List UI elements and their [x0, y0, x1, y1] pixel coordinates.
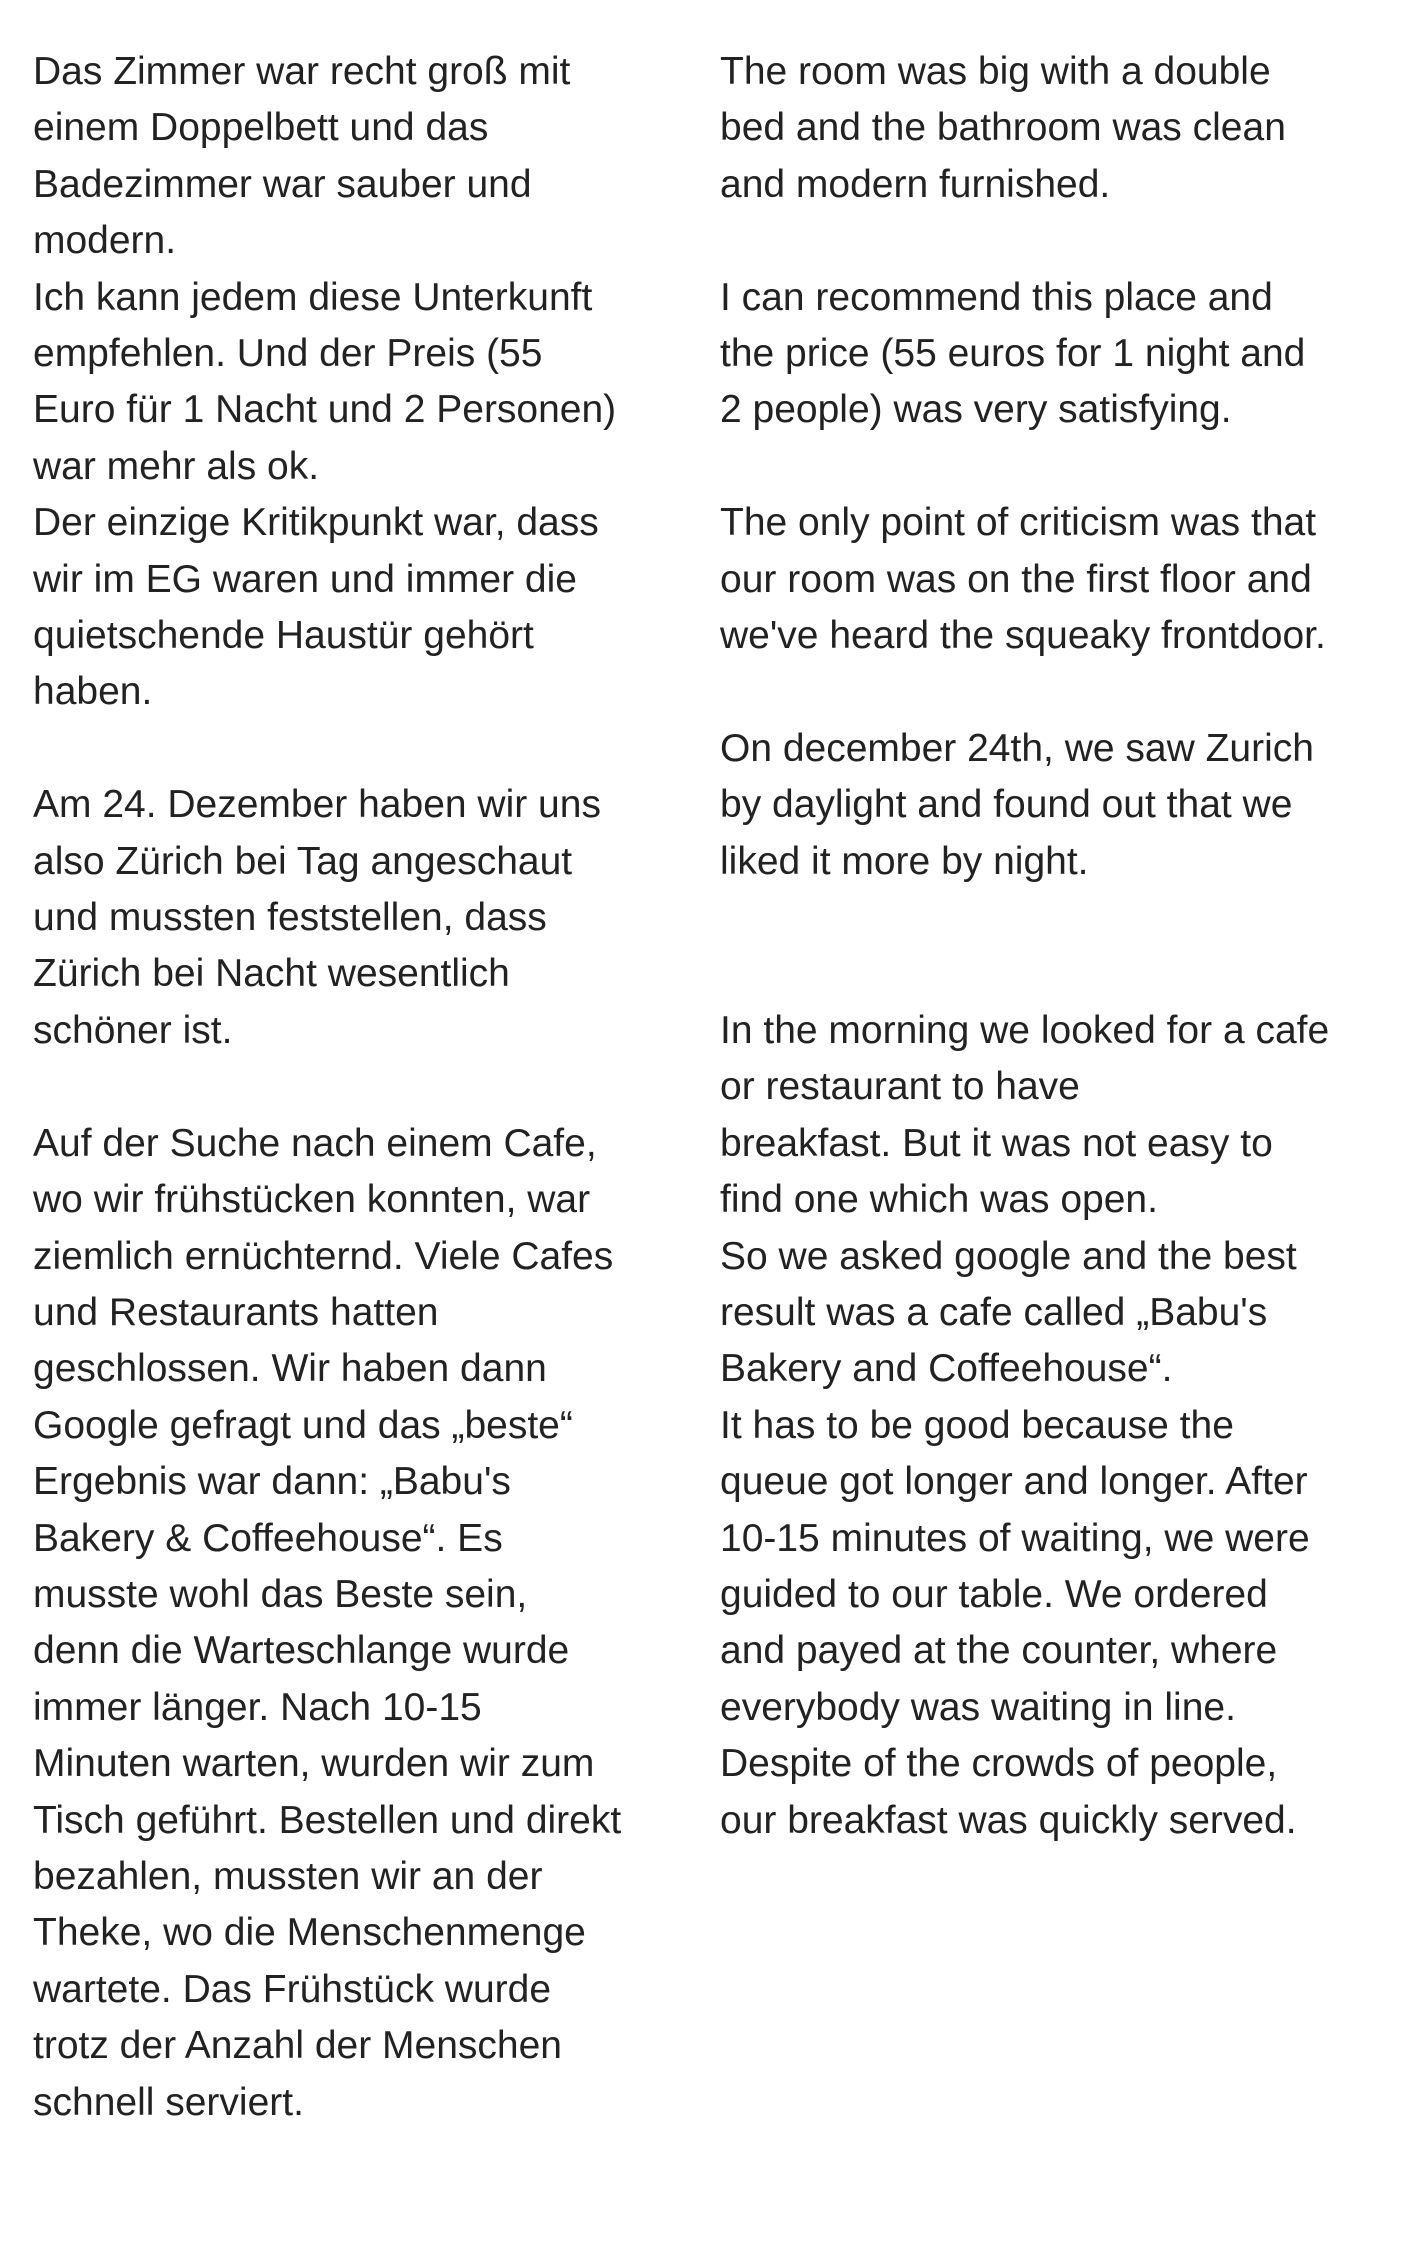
english-column: [720, 44, 1385, 1849]
german-paragraph-cafe: Auf der Suche nach einem Cafe, wo wir frühstücken konnten, war ziemlich ernüchternd. Viele Cafes und Restaurants hatten geschlossen. Wir haben dann Google gefragt und das „beste“ Ergebnis war dann: „Babu's Bakery & Coffeehouse“. Es musste wohl das Beste sein, denn die Warteschlange wurde immer länger. Nach 10-15 Minuten warten, wurden wir zum Tisch geführt. Bestellen und direkt bezahlen, mussten wir an der Theke, wo die Menschenmenge wartete. Das Frühstück wurde trotz der Anzahl der Menschen schnell serviert.: [33, 1121, 622, 2124]
english-paragraph-room: The room was big with a double bed and the bathroom was clean and modern furnished. I can recommend this place and the price (55 euros for 1 night and 2 people) was very satisfying. The only point of criticism was that our room was on the first floor and we've heard the squeaky frontdoor.: [720, 50, 1326, 658]
english-paragraph-cafe: In the morning we looked for a cafe or restaurant to have breakfast. But it was not easy to find one which was open. So we asked google and the best result was a cafe called „Babu's Bakery and Coffeehouse“. It has to be good because the queue got longer and longer. After 10-15 minutes of waiting, we were guided to our table. We ordered and payed at the counter, where everybody was waiting in line. Despite of the crowds of people, our breakfast was quickly served.: [720, 1008, 1330, 1842]
german-paragraph-zurich: Am 24. Dezember haben wir uns also Zürich bei Tag angeschaut und mussten feststellen, dass Zürich bei Nacht wesentlich schöner ist.: [33, 783, 601, 1052]
german-paragraph-room: Das Zimmer war recht groß mit einem Doppelbett und das Badezimmer war sauber und modern. Ich kann jedem diese Unterkunft empfehlen. Und der Preis (55 Euro für 1 Nacht und 2 Personen) war mehr als ok. Der einzige Kritikpunkt war, dass wir im EG waren und immer die quietschende Haustür gehört haben.: [33, 50, 617, 714]
german-column: [33, 44, 673, 2131]
english-paragraph-zurich: On december 24th, we saw Zurich by daylight and found out that we liked it more by night.: [720, 726, 1314, 883]
